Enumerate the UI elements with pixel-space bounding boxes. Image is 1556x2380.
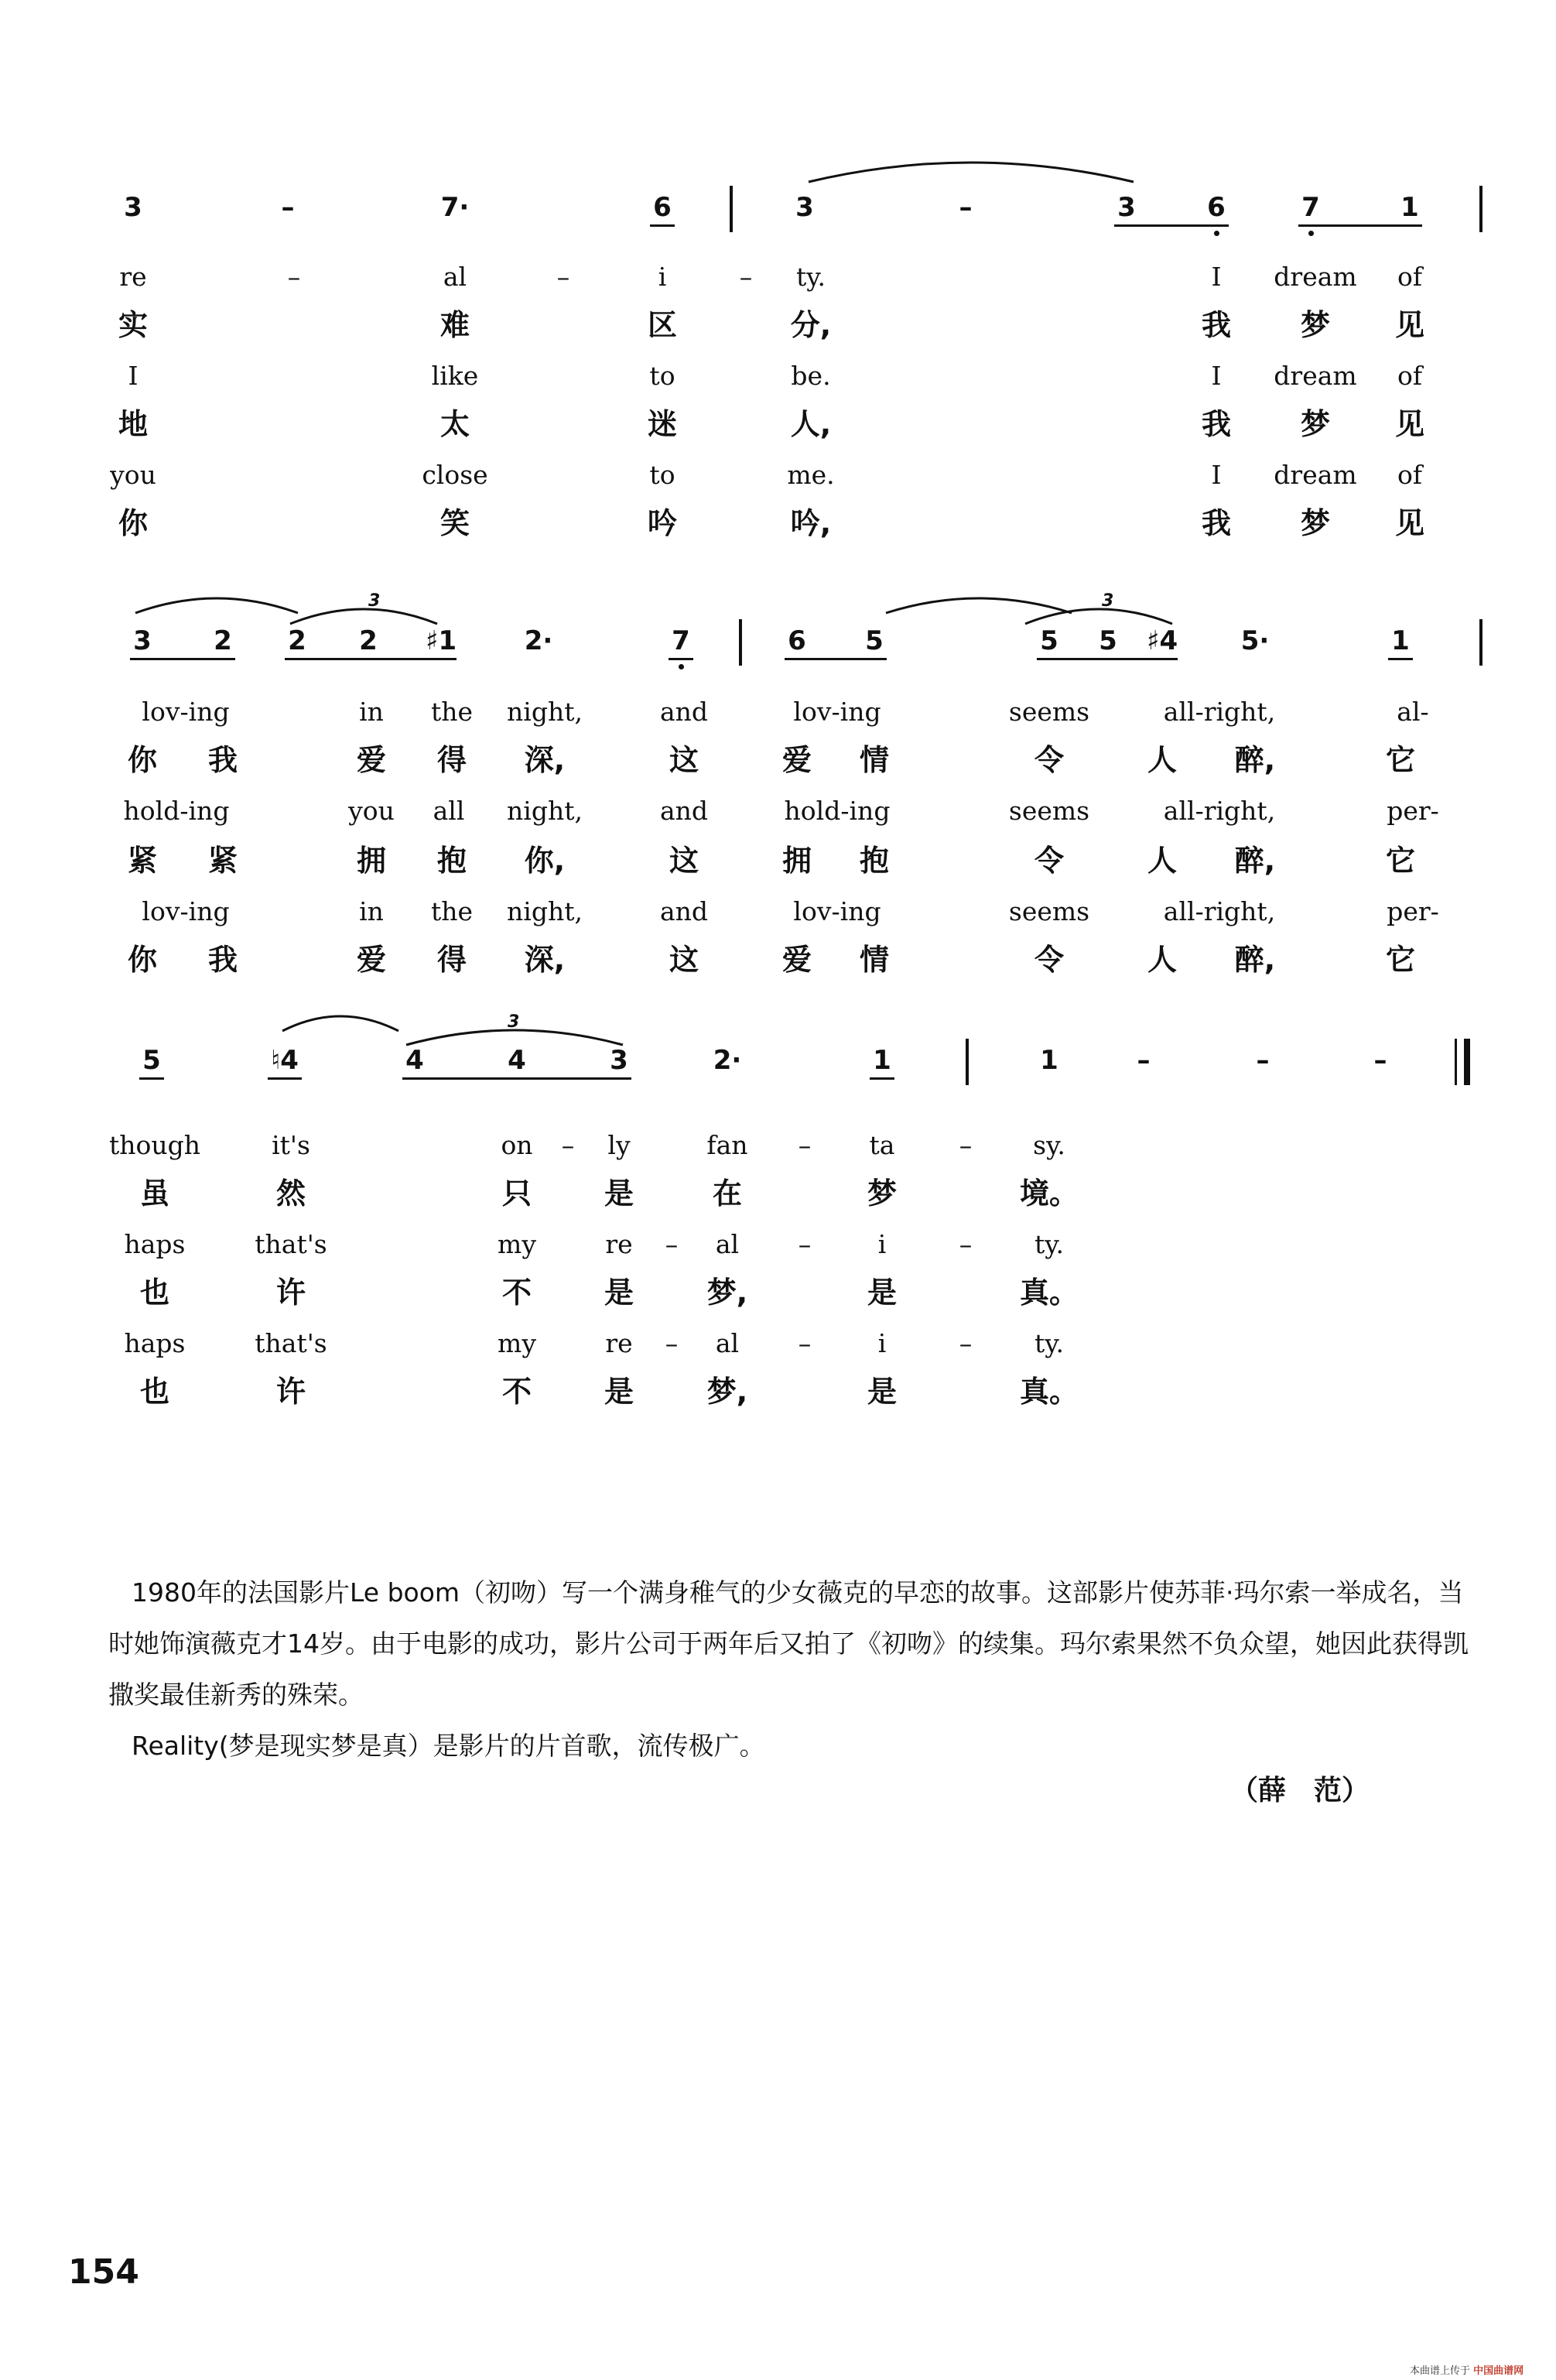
lyric: 是	[867, 1375, 898, 1409]
lyric: ly	[607, 1130, 631, 1160]
octave-dot	[1214, 231, 1219, 236]
note: 7·	[440, 192, 470, 223]
lyric: ty.	[795, 262, 826, 292]
lyric: 令	[1034, 844, 1065, 878]
lyric: 只	[501, 1176, 532, 1211]
note: 3	[124, 192, 142, 223]
lyric: 紧	[207, 844, 238, 878]
triplet-mark: 3	[1102, 591, 1114, 611]
lyric: you	[348, 796, 395, 826]
note: 5·	[1240, 625, 1270, 656]
lyric: in	[359, 697, 384, 727]
lyric: 是	[604, 1375, 634, 1409]
note: 6	[1207, 192, 1226, 223]
lyric: 也	[139, 1276, 170, 1310]
lyric: 许	[275, 1375, 306, 1409]
lyric: 令	[1034, 743, 1065, 777]
lyric: 爱	[356, 943, 387, 977]
lyric: hold-ing	[123, 796, 230, 826]
lyric: 区	[647, 308, 678, 342]
lyric: 你	[118, 506, 149, 540]
lyric: 是	[867, 1276, 898, 1310]
lyric: close	[422, 460, 488, 490]
lyric: 也	[139, 1375, 170, 1409]
note: 4	[405, 1045, 424, 1076]
lyric: 这	[669, 844, 699, 878]
lyric: though	[108, 1130, 201, 1160]
lyric: 梦	[1300, 506, 1331, 540]
lyric: 难	[439, 308, 470, 342]
note: 3	[1117, 192, 1136, 223]
lyric: to	[649, 460, 675, 490]
lyric: 梦	[867, 1176, 898, 1211]
lyric: 你,	[524, 844, 566, 878]
lyric: 人,	[790, 407, 832, 441]
lyric: 梦	[1300, 308, 1331, 342]
lyric: –	[665, 1229, 679, 1259]
lyric: 醉,	[1234, 743, 1276, 777]
lyric: 实	[118, 308, 149, 342]
slur	[132, 588, 302, 619]
beam	[285, 658, 457, 660]
lyric: 拥	[356, 844, 387, 878]
note: ♯4	[1147, 625, 1178, 656]
note: 6	[788, 625, 806, 656]
beam	[669, 658, 693, 660]
note: 2	[214, 625, 232, 656]
lyric: and	[659, 796, 709, 826]
beam	[785, 658, 887, 660]
lyric: per-	[1387, 896, 1439, 926]
barline	[966, 1039, 969, 1085]
lyric: 梦	[1300, 407, 1331, 441]
lyric: 然	[275, 1176, 306, 1211]
lyric: 太	[439, 407, 470, 441]
slur	[279, 1006, 402, 1037]
note: 1	[1391, 625, 1410, 656]
lyric: 见	[1394, 506, 1425, 540]
lyric: seems	[1008, 697, 1090, 727]
lyric: 它	[1385, 943, 1416, 977]
barline	[739, 619, 742, 666]
beam	[870, 1077, 894, 1080]
note: ♮4	[271, 1045, 299, 1076]
lyric: on	[501, 1130, 533, 1160]
lyric: seems	[1008, 796, 1090, 826]
octave-dot	[1308, 231, 1314, 236]
lyric: al-	[1397, 697, 1429, 727]
lyric: 得	[436, 743, 467, 777]
lyric: sy.	[1033, 1130, 1065, 1160]
lyric: i	[877, 1328, 887, 1358]
lyric: ty.	[1034, 1328, 1065, 1358]
lyric: I	[1211, 460, 1222, 490]
lyric: dream	[1274, 460, 1357, 490]
lyric: dream	[1274, 361, 1357, 391]
lyric: 我	[207, 743, 238, 777]
lyric: –	[959, 1229, 973, 1259]
lyric: all-right,	[1163, 697, 1276, 727]
lyric: 你	[127, 743, 158, 777]
lyric: fan	[706, 1130, 748, 1160]
note: 3	[610, 1045, 628, 1076]
lyric: 笑	[439, 506, 470, 540]
lyric: in	[359, 896, 384, 926]
octave-dot	[679, 664, 684, 669]
lyric: 分,	[790, 308, 832, 342]
lyric: –	[739, 262, 753, 292]
translator-signature: （薛 范）	[1230, 1775, 1370, 1806]
lyric: 人	[1147, 943, 1178, 977]
lyric: lov-ing	[142, 896, 230, 926]
note: –	[1137, 1045, 1151, 1076]
lyric: 梦,	[706, 1276, 748, 1310]
lyric: 情	[859, 943, 890, 977]
slur	[805, 151, 1137, 190]
lyric: haps	[124, 1229, 186, 1259]
lyric: 是	[604, 1276, 634, 1310]
lyric: the	[430, 697, 474, 727]
lyric: like	[431, 361, 479, 391]
note: 1	[1400, 192, 1419, 223]
beam	[402, 1077, 631, 1080]
lyric: my	[498, 1229, 536, 1259]
note: 2	[288, 625, 306, 656]
lyric: 在	[712, 1176, 743, 1211]
note: 2·	[713, 1045, 742, 1076]
lyric: 不	[501, 1375, 532, 1409]
lyric: –	[959, 1328, 973, 1358]
lyric: 真。	[1019, 1276, 1079, 1310]
note: 3	[795, 192, 814, 223]
lyric: 你	[127, 943, 158, 977]
beam	[1037, 658, 1178, 660]
note: –	[281, 192, 295, 223]
lyric: –	[665, 1328, 679, 1358]
lyric: 紧	[127, 844, 158, 878]
lyric: 抱	[436, 844, 467, 878]
lyric: 虽	[139, 1176, 170, 1211]
lyric: per-	[1387, 796, 1439, 826]
lyric: 深,	[524, 743, 566, 777]
watermark-prefix: 本曲谱上传于	[1410, 2365, 1471, 2377]
note: 5	[1040, 625, 1058, 656]
lyric: 醉,	[1234, 844, 1276, 878]
beam	[1114, 224, 1229, 227]
lyric: be.	[791, 361, 831, 391]
notes-paragraph: 1980年的法国影片Le boom（初吻）写一个满身稚气的少女薇克的早恋的故事。这部影片使苏菲·玛尔索一举成名，当时她饰演薇克才14岁。由于电影的成功，影片公司于两年后又拍了《初吻》的续集。玛尔索果然不负众望，她因此获得凯撒奖最佳新秀的殊荣。	[108, 1577, 1469, 1710]
lyric: 人	[1147, 844, 1178, 878]
lyric: 爱	[781, 743, 812, 777]
note: 2·	[524, 625, 553, 656]
lyric: al	[715, 1328, 740, 1358]
lyric: i	[877, 1229, 887, 1259]
lyric: 这	[669, 943, 699, 977]
lyric: 深,	[524, 943, 566, 977]
lyric: to	[649, 361, 675, 391]
page-number: 154	[68, 2252, 139, 2292]
lyric: 抱	[859, 844, 890, 878]
lyric: 境。	[1019, 1176, 1079, 1211]
lyric: 醉,	[1234, 943, 1276, 977]
lyric: I	[1211, 262, 1222, 292]
triplet-mark: 3	[368, 591, 381, 611]
lyric: 地	[118, 407, 149, 441]
lyric: 它	[1385, 844, 1416, 878]
lyric: all-right,	[1163, 796, 1276, 826]
lyric: 情	[859, 743, 890, 777]
lyric: 它	[1385, 743, 1416, 777]
lyric: I	[128, 361, 139, 391]
lyric: that's	[255, 1328, 327, 1358]
lyric: –	[556, 262, 570, 292]
lyric: 迷	[647, 407, 678, 441]
barline	[730, 186, 733, 232]
lyric: 我	[1201, 506, 1232, 540]
lyric: –	[798, 1328, 812, 1358]
lyric: lov-ing	[793, 697, 881, 727]
lyric: re	[605, 1229, 633, 1259]
lyric: 见	[1394, 407, 1425, 441]
lyric: 是	[604, 1176, 634, 1211]
lyric: al	[715, 1229, 740, 1259]
lyric: 令	[1034, 943, 1065, 977]
lyric: i	[658, 262, 667, 292]
lyric: 人	[1147, 743, 1178, 777]
note: ♯1	[426, 625, 457, 656]
beam	[650, 224, 675, 227]
lyric: lov-ing	[793, 896, 881, 926]
lyric: –	[959, 1130, 973, 1160]
beam	[139, 1077, 164, 1080]
lyric: you	[110, 460, 156, 490]
lyric: –	[287, 262, 301, 292]
note: 2	[359, 625, 378, 656]
note: 1	[1040, 1045, 1058, 1076]
note: 5	[142, 1045, 161, 1076]
lyric: 爱	[356, 743, 387, 777]
beam	[130, 658, 235, 660]
lyric: 我	[207, 943, 238, 977]
note: –	[1373, 1045, 1387, 1076]
note: 5	[865, 625, 884, 656]
lyric: seems	[1008, 896, 1090, 926]
lyric: I	[1211, 361, 1222, 391]
lyric: all	[433, 796, 465, 826]
lyric: 拥	[781, 844, 812, 878]
lyric: night,	[507, 796, 583, 826]
note: 7	[1301, 192, 1320, 223]
lyric: 不	[501, 1276, 532, 1310]
lyric: 梦,	[706, 1375, 748, 1409]
lyric: and	[659, 697, 709, 727]
lyric: re	[119, 262, 147, 292]
lyric: 我	[1201, 308, 1232, 342]
note: –	[1256, 1045, 1270, 1076]
lyric: dream	[1274, 262, 1357, 292]
beam	[268, 1077, 302, 1080]
lyric: my	[498, 1328, 536, 1358]
lyric: of	[1397, 361, 1423, 391]
final-barline-thin	[1455, 1039, 1457, 1085]
lyric: 见	[1394, 308, 1425, 342]
lyric: it's	[272, 1130, 310, 1160]
lyric: the	[430, 896, 474, 926]
final-barline-thick	[1464, 1039, 1470, 1085]
lyric: night,	[507, 697, 583, 727]
lyric: haps	[124, 1328, 186, 1358]
lyric: –	[798, 1130, 812, 1160]
note: 5	[1099, 625, 1117, 656]
note: 1	[873, 1045, 891, 1076]
lyric: ta	[869, 1130, 895, 1160]
note: 4	[508, 1045, 526, 1076]
note: –	[959, 192, 973, 223]
lyric: night,	[507, 896, 583, 926]
lyric: re	[605, 1328, 633, 1358]
lyric: –	[798, 1229, 812, 1259]
lyric: 我	[1201, 407, 1232, 441]
note: 3	[133, 625, 152, 656]
lyric: hold-ing	[784, 796, 891, 826]
lyric: and	[659, 896, 709, 926]
lyric: of	[1397, 460, 1423, 490]
lyric: 得	[436, 943, 467, 977]
lyric: al	[443, 262, 467, 292]
barline	[1479, 619, 1482, 666]
lyric: ty.	[1034, 1229, 1065, 1259]
lyric: –	[561, 1130, 575, 1160]
lyric: 吟,	[790, 506, 832, 540]
lyric: lov-ing	[142, 697, 230, 727]
lyric: 这	[669, 743, 699, 777]
lyric: 吟	[647, 506, 678, 540]
source-watermark	[1410, 2362, 1524, 2377]
triplet-mark: 3	[508, 1012, 520, 1032]
beam	[1298, 224, 1422, 227]
lyric: 真。	[1019, 1375, 1079, 1409]
lyric: all-right,	[1163, 896, 1276, 926]
note: 6	[653, 192, 672, 223]
lyric: of	[1397, 262, 1423, 292]
note: 7	[672, 625, 690, 656]
lyric: 爱	[781, 943, 812, 977]
lyric: that's	[255, 1229, 327, 1259]
notes-paragraph: Reality(梦是现实梦是真）是影片的片首歌，流传极广。	[132, 1731, 765, 1761]
watermark-brand: 中国曲谱网	[1473, 2365, 1524, 2377]
lyric: me.	[787, 460, 835, 490]
lyric: 许	[275, 1276, 306, 1310]
beam	[1388, 658, 1413, 660]
barline	[1479, 186, 1482, 232]
